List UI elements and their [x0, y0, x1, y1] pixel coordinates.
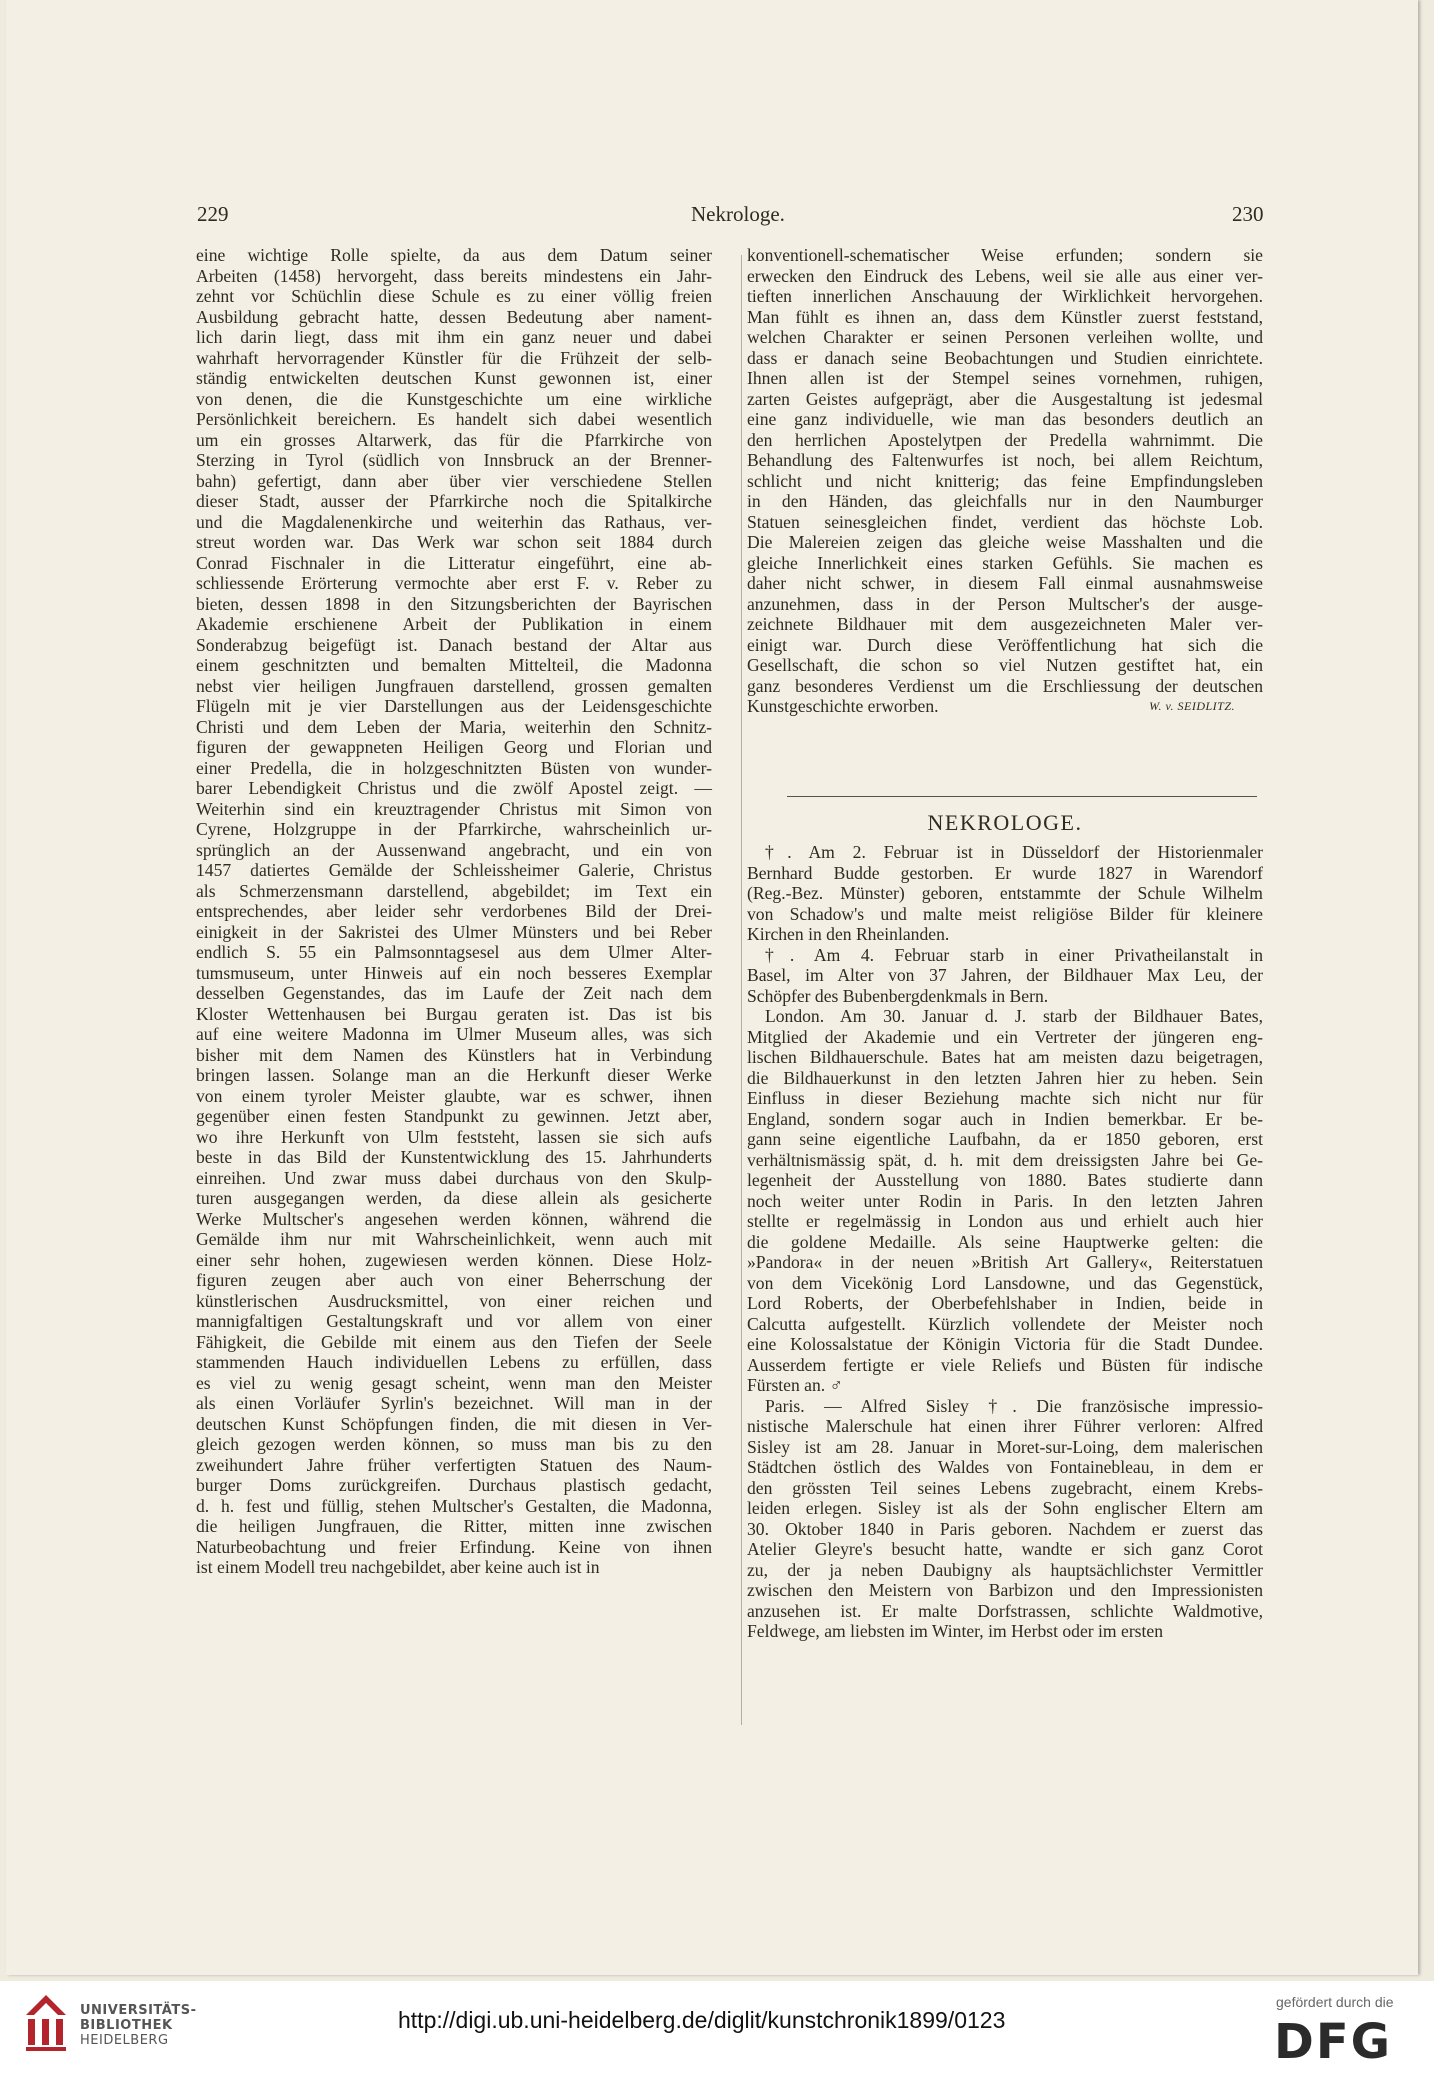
text-line: Sisley ist am 28. Januar in Moret-sur-Loing, dem malerischen	[747, 1436, 1263, 1457]
text-line: stammenden Hauch individuellen Lebens zu erfüllen, dass	[196, 1352, 712, 1372]
text-line: eine Kolossalstatue der Königin Victoria für die Stadt Dundee.	[747, 1334, 1263, 1354]
text-line: Ausserdem fertigte er viele Reliefs und Büsten für indische	[747, 1354, 1263, 1375]
text-line: †. Am 2. Februar ist in Düsseldorf der Historienmaler	[765, 842, 1263, 862]
text-line: Gesellschaft, die schon so viel Nutzen gestiftet hat, ein	[747, 655, 1263, 675]
text-line: Sterzing in Tyrol (südlich von Innsbruck an der Brenner-	[196, 450, 712, 470]
text-line: desselben Gegenstandes, das im Laufe der Zeit nach dem	[196, 983, 712, 1003]
text-line: turen ausgegangen werden, da diese allein als gesicherte	[196, 1188, 712, 1208]
text-line: Persönlichkeit bereichern. Es handelt sich dabei wesentlich	[196, 409, 712, 429]
text-line: einreihen. Und zwar muss dabei durchaus von den Skulp-	[196, 1167, 712, 1188]
text-line: bieten, dessen 1898 in den Sitzungsberichten der Bayrischen	[196, 593, 712, 614]
text-line: Calcutta aufgestellt. Kürzlich vollendete der Meister noch	[747, 1313, 1263, 1334]
text-line: Flügeln mit je vier Darstellungen aus der Leidensgeschichte	[196, 696, 712, 716]
text-line: von denen, die die Kunstgeschichte um eine wirkliche	[196, 388, 712, 409]
author-signature: W. v. SEIDLITZ.	[1149, 699, 1235, 713]
article-last-line: Kunstgeschichte erworben. W. v. SEIDLITZ.	[747, 696, 1263, 717]
text-line: in den Händen, das gleichfalls nur in den Naumburger	[747, 491, 1263, 511]
text-line: tieften innerlichen Anschauung der Wirklichkeit hervorgehen.	[747, 286, 1263, 306]
text-line: »Pandora« in der neuen »British Art Gallery«, Reiterstatuen	[747, 1252, 1263, 1272]
text-line: Fähigkeit, die Gebilde mit einem aus den Tiefen der Seele	[196, 1331, 712, 1352]
text-line: einigkeit in der Sakristei des Ulmer Münsters und bei Reber	[196, 921, 712, 942]
text-line: es viel zu wenig gesagt scheint, wenn man den Meister	[196, 1372, 712, 1393]
text-line: Ihnen allen ist der Stempel seines vornehmen, ruhigen,	[747, 368, 1263, 388]
text-line: erwecken den Eindruck des Lebens, weil sie alle aus einer ver-	[747, 265, 1263, 286]
text-line: (Reg.-Bez. Münster) geboren, entstammte der Schule Wilhelm	[747, 883, 1263, 903]
text-line: zarten Geistes aufgeprägt, aber die Ausgestaltung ist jedesmal	[747, 388, 1263, 409]
text-line: zu, der ja neben Daubigny als hauptsächlichster Vermittler	[747, 1559, 1263, 1580]
text-line: Weiterhin sind ein kreuztragender Christus mit Simon von	[196, 798, 712, 819]
text-line: von dem Vicekönig Lord Lansdowne, und das Gegenstück,	[747, 1272, 1263, 1293]
text-line: Cyrene, Holzgruppe in der Pfarrkirche, wahrscheinlich ur-	[196, 819, 712, 839]
text-line: Paris. — Alfred Sisley †. Die französische impressio-	[765, 1395, 1263, 1416]
text-line: stellte er regelmässig in London aus und erhielt auch hier	[747, 1211, 1263, 1231]
text-line: nebst vier heiligen Jungfrauen darstellend, grossen gemalten	[196, 675, 712, 696]
text-line: 1457 datiertes Gemälde der Schleissheimer Galerie, Christus	[196, 860, 712, 880]
text-line: Feldwege, am liebsten im Winter, im Herbst oder im ersten	[747, 1621, 1164, 1641]
text-line: welchen Charakter er seinen Personen verleihen wollte, und	[747, 327, 1263, 347]
text-line: endlich S. 55 ein Palmsonntagsesel aus dem Ulmer Alter-	[196, 942, 712, 962]
text-line: von einem tyroler Meister glaubte, war es schwer, ihnen	[196, 1085, 712, 1106]
university-library-name: UNIVERSITÄTS- BIBLIOTHEK HEIDELBERG	[80, 2003, 197, 2048]
text-line: anzunehmen, dass in der Person Multscher's der ausge-	[747, 593, 1263, 614]
text-line: legenheit der Ausstellung von 1880. Bates studierte dann	[747, 1170, 1263, 1190]
text-line: wo ihre Herkunft von Ulm feststeht, lassen sie sich aufs	[196, 1126, 712, 1147]
text-line: wahrhaft hervorragender Künstler für die Frühzeit der selb-	[196, 347, 712, 368]
text-line: 30. Oktober 1840 in Paris geboren. Nachdem er zuerst das	[747, 1518, 1263, 1539]
page-number-left: 229	[197, 202, 229, 226]
text-line: Fürsten an. ♂	[747, 1375, 843, 1395]
text-line: Akademie erschienene Arbeit der Publikation in einem	[196, 614, 712, 634]
running-title: Nekrologe.	[691, 202, 785, 226]
text-line: ganz besonderes Verdienst um die Erschliessung der deutschen	[747, 675, 1263, 696]
funding-note: gefördert durch die	[1276, 1994, 1394, 2010]
text-line: gleiche Innerlichkeit eines starken Gefühls. Sie machen es	[747, 552, 1263, 573]
text-line: bahn) gefertigt, dann aber über vier verschiedene Stellen	[196, 470, 712, 491]
necrology-text	[747, 842, 1263, 1642]
text-line: Werke Multscher's angesehen werden können, während die	[196, 1208, 712, 1229]
left-column	[196, 245, 712, 1578]
text-line: gann seine eigentliche Laufbahn, da er 1850 geboren, erst	[747, 1129, 1263, 1149]
text-line: d. h. fest und füllig, stehen Multscher's Gestalten, die Madonna,	[196, 1495, 712, 1516]
text-line: figuren der gewappneten Heiligen Georg und Florian und	[196, 737, 712, 757]
text-line: Einfluss in dieser Beziehung machte sich nicht nur für	[747, 1088, 1263, 1108]
text-line: figuren zeugen aber auch von einer Beherrschung der	[196, 1270, 712, 1290]
text-line: deutschen Kunst Schöpfungen finden, die mit diesen in Ver-	[196, 1413, 712, 1434]
text-line: dieser Stadt, ausser der Pfarrkirche noch die Spitalkirche	[196, 491, 712, 511]
text-line: als einen Vorläufer Syrlin's bezeichnet. Will man in der	[196, 1393, 712, 1413]
text-line: ständig entwickelten deutschen Kunst gewonnen ist, einer	[196, 368, 712, 388]
text-line: lischen Bildhauerschule. Bates hat am meisten dazu beigetragen,	[747, 1047, 1263, 1067]
text-line: Behandlung des Faltenwurfes ist noch, bei allem Reichtum,	[747, 450, 1263, 470]
text-line: Sonderabzug beigefügt ist. Danach bestand der Altar aus	[196, 634, 712, 655]
text-line: Basel, im Alter von 37 Jahren, der Bildhauer Max Leu, der	[747, 965, 1263, 985]
right-column	[747, 245, 1263, 717]
text-line: mannigfaltigen Gestaltungskraft und vor allem von einer	[196, 1311, 712, 1331]
text-line: noch weiter unter Rodin in Paris. In den letzten Jahren	[747, 1190, 1263, 1211]
text-line: dass er danach seine Beobachtungen und Studien einrichtete.	[747, 347, 1263, 368]
text-line: Mitglied der Akademie und ein Vertreter der jüngeren eng-	[747, 1026, 1263, 1047]
text-line: sprünglich an der Aussenwand angebracht, und ein von	[196, 839, 712, 860]
text-line: zwischen den Meistern von Barbizon und den Impressionisten	[747, 1580, 1263, 1600]
text-line: Arbeiten (1458) hervorgeht, dass bereits mindestens ein Jahr-	[196, 265, 712, 286]
text-line: Ausbildung gebracht hatte, dessen Bedeutung aber nament-	[196, 306, 712, 327]
text-line: Städtchen östlich des Waldes von Fontainebleau, in dem er	[747, 1457, 1263, 1477]
text-line: bringen lassen. Solange man an die Herkunft dieser Werke	[196, 1065, 712, 1085]
text-line: †. Am 4. Februar starb in einer Privatheilanstalt in	[765, 944, 1263, 965]
text-line: Atelier Gleyre's besucht hatte, wandte er sich ganz Corot	[747, 1539, 1263, 1559]
text-line: den grössten Teil seines Lebens zugebracht, einem Krebs-	[747, 1477, 1263, 1498]
text-line: Statuen seinesgleichen findet, verdient das höchste Lob.	[747, 511, 1263, 532]
text-line: Kloster Wettenhausen bei Burgau geraten ist. Das ist bis	[196, 1003, 712, 1024]
text-line: eine ganz individuelle, wie man das besonders deutlich an	[747, 409, 1263, 429]
text-line: anzusehen ist. Er malte Dorfstrassen, schlichte Waldmotive,	[747, 1600, 1263, 1621]
text-line: gleich gezogen werden können, so muss man bis zu den	[196, 1434, 712, 1454]
university-library-logo	[24, 1993, 68, 2053]
text-line: Christi und dem Leben der Maria, weiterhin den Schnitz-	[196, 716, 712, 737]
text-line: gegenüber einen festen Standpunkt zu gewinnen. Jetzt aber,	[196, 1106, 712, 1126]
text-line: den herrlichen Apostelytpen der Predella wahrnimmt. Die	[747, 429, 1263, 450]
text-line: die heiligen Jungfrauen, die Ritter, mitten inne zwischen	[196, 1516, 712, 1536]
text-line: lich darin liegt, dass mit ihm ein ganz neuer und dabei	[196, 327, 712, 347]
text-line: Man fühlt es ihnen an, dass dem Künstler zuerst feststand,	[747, 306, 1263, 327]
text-line: von Schadow's und malte meist religiöse Bilder für kleinere	[747, 903, 1263, 924]
text-line: einer Predella, die in holzgeschnitzten Büsten von wunder-	[196, 757, 712, 778]
text-line: zehnt vor Schüchlin diese Schule es zu einer völlig freien	[196, 286, 712, 306]
text-line: verhältnismässig spät, d. h. mit dem dreissigsten Jahre bei Ge-	[747, 1149, 1263, 1170]
text-line: bisher mit dem Namen des Künstlers hat in Verbindung	[196, 1044, 712, 1065]
text-line: als Schmerzensmann darstellend, abgebildet; im Text ein	[196, 880, 712, 901]
text-line: beste in das Bild der Kunstentwicklung des 15. Jahrhunderts	[196, 1147, 712, 1167]
text-line: entsprechendes, aber leider sehr verdorbenes Bild der Drei-	[196, 901, 712, 921]
text-line: streut worden war. Das Werk war schon seit 1884 durch	[196, 532, 712, 552]
text-line: Gemälde ihm nur mit Wahrscheinlichkeit, wenn auch mit	[196, 1229, 712, 1249]
text-line: Conrad Fischnaler in die Litteratur eingeführt, eine ab-	[196, 552, 712, 573]
text-line: einer sehr hohen, zugewiesen werden können. Diese Holz-	[196, 1249, 712, 1270]
text-line: London. Am 30. Januar d. J. starb der Bildhauer Bates,	[765, 1006, 1263, 1026]
text-line: barer Lebendigkeit Christus und die zwölf Apostel zeigt. —	[196, 778, 712, 798]
text-line: und die Magdalenenkirche und weiterhin das Rathaus, ver-	[196, 511, 712, 532]
text-line: um ein grosses Altarwerk, das für die Pfarrkirche von	[196, 429, 712, 450]
page-number-right: 230	[1232, 202, 1264, 226]
text-line: Schöpfer des Bubenbergdenkmals in Bern.	[747, 985, 1049, 1006]
text-line: Lord Roberts, der Oberbefehlshaber in Indien, beide in	[747, 1293, 1263, 1313]
text-line: eine wichtige Rolle spielte, da aus dem Datum seiner	[196, 245, 712, 265]
text-line: Bernhard Budde gestorben. Er wurde 1827 in Warendorf	[747, 862, 1263, 883]
source-url[interactable]: http://digi.ub.uni-heidelberg.de/diglit/kunstchronik1899/0123	[398, 2007, 1006, 2033]
text-line: nistische Malerschule hat einen ihrer Führer verloren: Alfred	[747, 1416, 1263, 1436]
text-line: die Bildhauerkunst in den letzten Jahren hier zu heben. Sein	[747, 1067, 1263, 1088]
text-line: konventionell-schematischer Weise erfunden; sondern sie	[747, 245, 1263, 265]
text-line: England, sondern sogar auch in Indien bemerkbar. Er be-	[747, 1108, 1263, 1129]
text-line: schliessende Erörterung vermochte aber erst F. v. Reber zu	[196, 573, 712, 593]
text-line: Kirchen in den Rheinlanden.	[747, 924, 950, 944]
text-line: zweihundert Jahre früher verfertigten Statuen des Naum-	[196, 1454, 712, 1475]
text-line: leiden erlegen. Sisley ist als der Sohn englischer Eltern am	[747, 1498, 1263, 1518]
column-divider	[741, 255, 742, 1725]
dfg-logo: DFG	[1274, 2014, 1393, 2070]
text-line: Die Malereien zeigen das gleiche weise Masshalten und die	[747, 532, 1263, 552]
text-line: auf eine weitere Madonna im Ulmer Museum alles, was sich	[196, 1024, 712, 1044]
text-line: künstlerischen Ausdrucksmittel, von einer reichen und	[196, 1290, 712, 1311]
text-line: ist einem Modell treu nachgebildet, aber keine auch ist in	[196, 1557, 600, 1577]
section-heading: NEKROLOGE.	[927, 810, 1083, 835]
text-line: einem geschnitzten und bemalten Mittelteil, die Madonna	[196, 655, 712, 675]
text-line: burger Doms zurückgreifen. Durchaus plastisch gedacht,	[196, 1475, 712, 1495]
text-line: schlicht und nicht knitterig; das feine Empfindungsleben	[747, 470, 1263, 491]
text-line: Naturbeobachtung und freier Erfindung. Keine von ihnen	[196, 1536, 712, 1557]
text-line: zeichnete Bildhauer mit dem ausgezeichneten Maler ver-	[747, 614, 1263, 634]
text-line: einigt war. Durch diese Veröffentlichung hat sich die	[747, 634, 1263, 655]
text-line: die goldene Medaille. Als seine Hauptwerke gelten: die	[747, 1231, 1263, 1252]
text-line: tumsmuseum, unter Hinweis auf ein noch besseres Exemplar	[196, 962, 712, 983]
section-rule	[787, 796, 1257, 797]
text-line: daher nicht schwer, in diesem Fall einmal ausnahmsweise	[747, 573, 1263, 593]
